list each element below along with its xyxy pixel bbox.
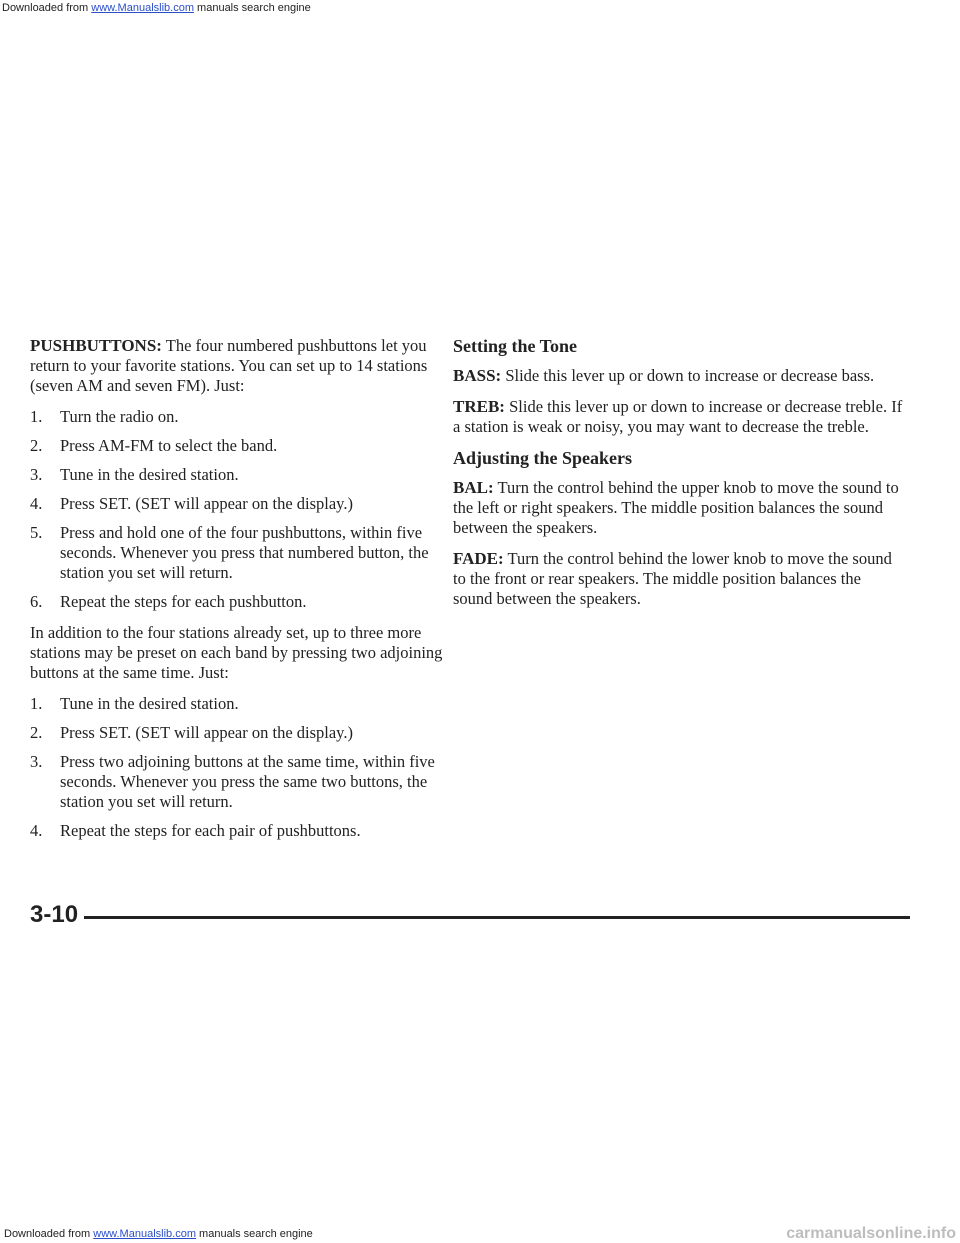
banner-bottom-left	[4, 1228, 313, 1240]
steps-list-1	[30, 407, 450, 612]
page-footer	[30, 900, 910, 930]
footer-rule	[84, 916, 910, 919]
manualslib-link[interactable]: www.Manualslib.com	[91, 2, 194, 14]
treb-text: Slide this lever up or down to increase or decrease treble. If a station is weak or noisy, you may want to decrease the treble.	[453, 397, 903, 436]
step-text: Press AM-FM to select the band.	[60, 436, 278, 455]
step-number: 3.	[30, 465, 43, 484]
step-text: Repeat the steps for each pushbutton.	[60, 592, 307, 611]
step-number: 1.	[30, 694, 43, 713]
step-text: Press and hold one of the four pushbuttons, within five seconds. Whenever you press that numbered button, the station you set will return.	[60, 523, 429, 582]
speakers-heading: Adjusting the Speakers	[453, 448, 633, 468]
step-text: Repeat the steps for each pair of pushbuttons.	[60, 821, 361, 840]
addition-paragraph: In addition to the four stations already set, up to three more stations may be preset on each band by pressing two adjoining buttons at the same time. Just:	[30, 623, 443, 682]
tone-heading: Setting the Tone	[453, 336, 578, 356]
step-number: 5.	[30, 523, 43, 542]
step-number: 2.	[30, 723, 43, 742]
watermark-text: carmanualsonline.info	[786, 1225, 956, 1242]
bass-paragraph	[453, 366, 903, 386]
bass-term: BASS:	[453, 366, 502, 385]
download-banner-top	[0, 0, 960, 18]
banner-prefix: Downloaded from	[2, 2, 89, 14]
list-item	[30, 436, 450, 456]
list-item	[30, 523, 450, 583]
bal-text: Turn the control behind the upper knob to move the sound to the left or right speakers. The middle position balances the sound between the speakers.	[453, 478, 899, 537]
pushbuttons-text: The four numbered pushbuttons let you return to your favorite stations. You can set up to 14 stations (seven AM and seven FM). Just:	[30, 336, 428, 395]
step-text: Press two adjoining buttons at the same time, within five seconds. Whenever you press the same two buttons, the station you set will return.	[60, 752, 435, 811]
right-column	[453, 336, 903, 620]
fade-paragraph	[453, 549, 903, 609]
pushbuttons-term: PUSHBUTTONS:	[30, 336, 162, 355]
treb-term: TREB:	[453, 397, 505, 416]
steps-list-2	[30, 694, 450, 841]
list-item	[30, 465, 450, 485]
step-text: Tune in the desired station.	[60, 465, 239, 484]
step-text: Press SET. (SET will appear on the display.)	[60, 494, 353, 513]
bass-text: Slide this lever up or down to increase or decrease bass.	[505, 366, 875, 385]
bal-paragraph	[453, 478, 903, 538]
step-number: 3.	[30, 752, 43, 771]
step-number: 6.	[30, 592, 43, 611]
bal-term: BAL:	[453, 478, 494, 497]
manualslib-link[interactable]: www.Manualslib.com	[93, 1228, 196, 1240]
pushbuttons-paragraph	[30, 336, 450, 396]
list-item	[30, 723, 450, 743]
list-item	[30, 752, 450, 812]
banner-prefix: Downloaded from	[4, 1228, 91, 1240]
list-item	[30, 592, 450, 612]
step-number: 2.	[30, 436, 43, 455]
page-number: 3-10	[30, 901, 79, 928]
list-item	[30, 694, 450, 714]
download-banner-bottom	[0, 1226, 960, 1242]
list-item	[30, 494, 450, 514]
treb-paragraph	[453, 397, 903, 437]
step-number: 1.	[30, 407, 43, 426]
step-text: Turn the radio on.	[60, 407, 179, 426]
step-number: 4.	[30, 494, 43, 513]
fade-text: Turn the control behind the lower knob to move the sound to the front or rear speakers. The middle position balances the sound between the speakers.	[453, 549, 892, 608]
banner-suffix: manuals search engine	[197, 2, 311, 14]
left-column	[30, 336, 450, 852]
step-number: 4.	[30, 821, 43, 840]
list-item	[30, 821, 450, 841]
step-text: Tune in the desired station.	[60, 694, 239, 713]
banner-suffix: manuals search engine	[199, 1228, 313, 1240]
list-item	[30, 407, 450, 427]
fade-term: FADE:	[453, 549, 504, 568]
step-text: Press SET. (SET will appear on the display.)	[60, 723, 353, 742]
